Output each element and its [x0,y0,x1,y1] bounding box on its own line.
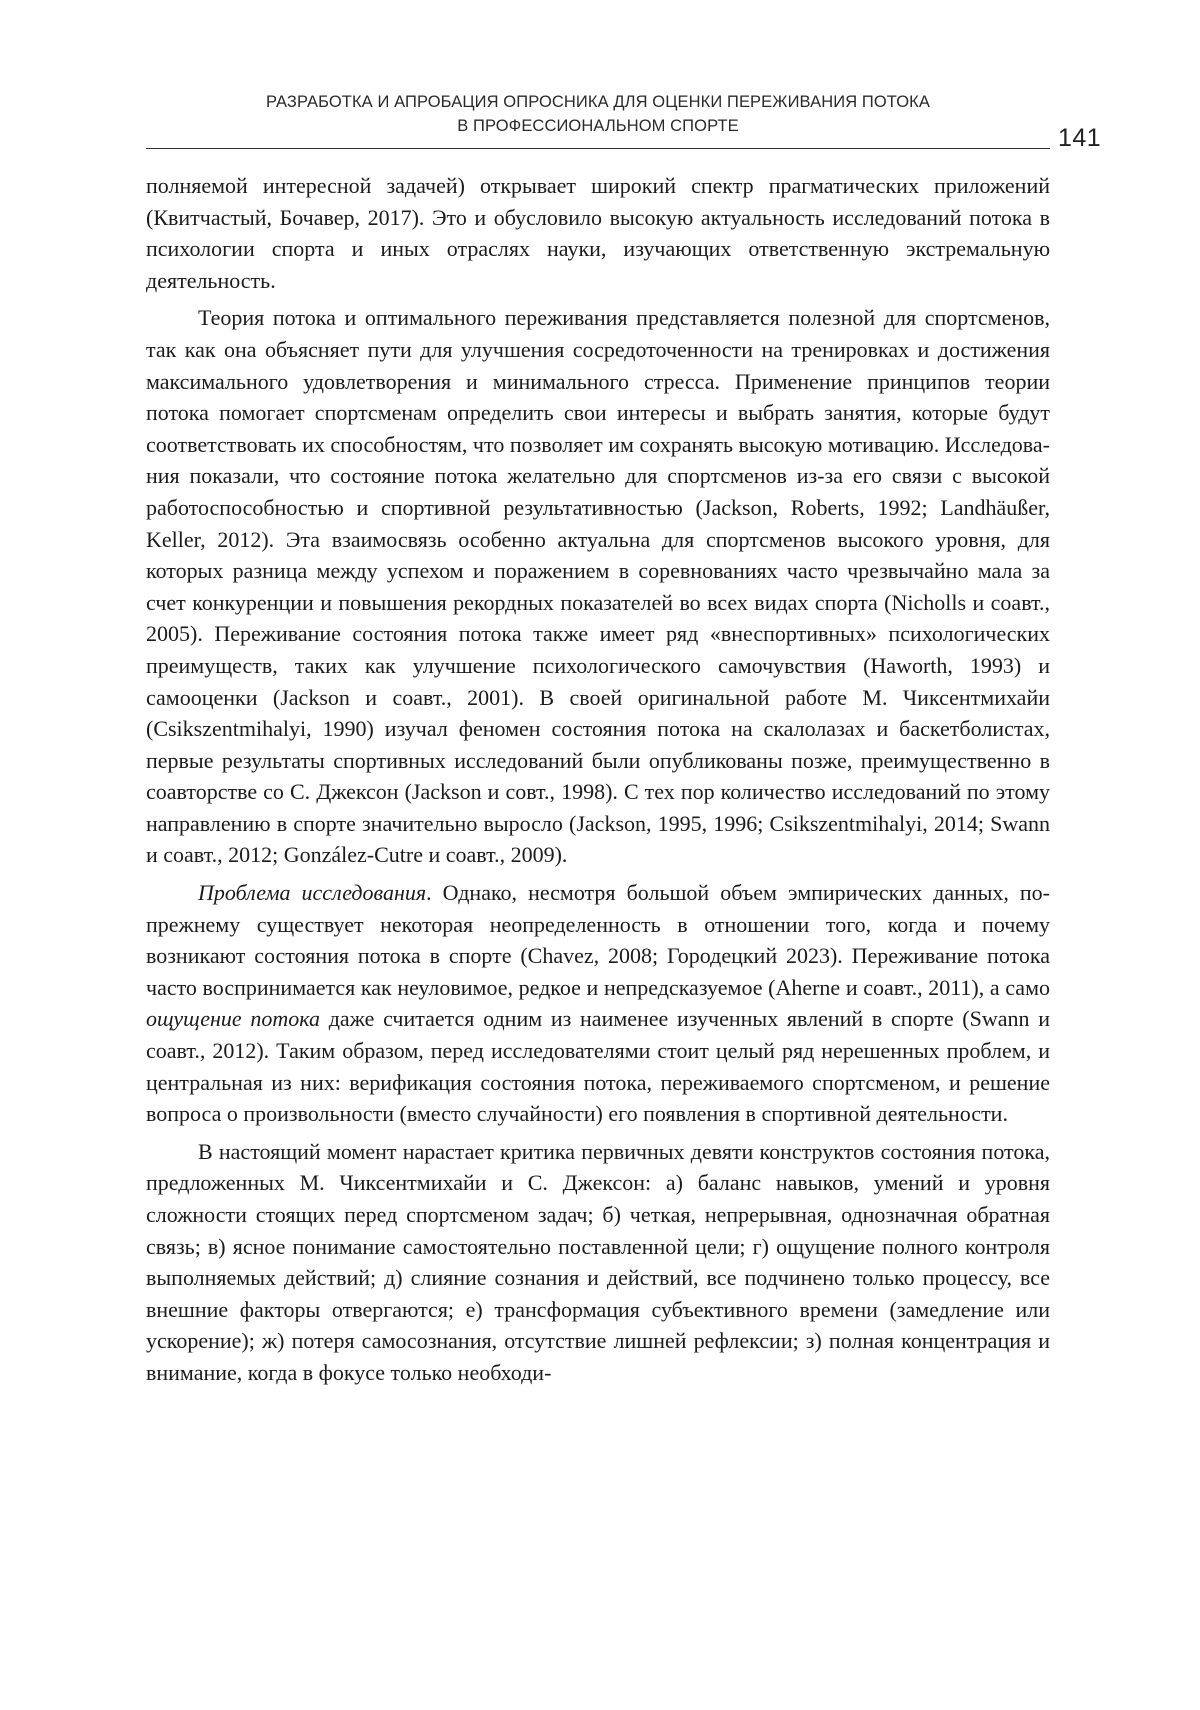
paragraph-1: полняемой интересной задачей) открывает широкий спектр прагматических приложений (Квитчастый, Бочавер, 2017). Это и обусловило высокую актуальность исследований потока в психологии спорта и иных отраслях науки, изучающих ответственную экстремальную деятельность. [146,173,1050,293]
paragraph-4: В настоящий момент нарастает критика первичных девяти конструктов состояния потока, предложенных М. Чиксентмихайи и С. Джексон: а) баланс навыков, умений и уровня сложности стоящих перед спортсменом задач; б) четкая, непрерывная, однозначная обратная связь; в) ясное понимание самостоятельно поставленной цели; г) ощущение полного контроля выполняемых действий; д) слияние сознания и действий, все подчинено только процессу, все внешние факторы отвергаются; е) трансформация субъективного времени (замедление или ускорение); ж) потеря самосознания, отсутствие лишней рефлексии; з) полная концентрация и внимание, когда в фокусе только необходи- [146,1138,1050,1385]
italic-term-flow-feeling: ощущение потока [146,1006,321,1032]
page-number: 141 [1058,124,1102,152]
running-header-line-1: РАЗРАБОТКА И АПРОБАЦИЯ ОПРОСНИКА ДЛЯ ОЦЕНКИ ПЕРЕЖИВАНИЯ ПОТОКА [266,93,930,111]
paragraph-3-text-b: даже считается одним из наименее изученных явлений в спорте (Swann и соавт., 2012). Таким образом, перед исследователями стоит целый ряд нерешенных проблем, и центральная из них: верификация состояния потока, переживаемого спортсменом, и решение вопроса о произвольности (вместо случайности) его появления в спортивной деятельности. [146,1006,1051,1127]
paragraph-2: Теория потока и оптимального переживания представляется полезной для спортсменов, так как она объясняет пути для улучшения сосредоточенности на тренировках и достижения максимального удовлетворения и минимального стресса. Применение принципов теории потока помогает спортсменам определить свои интересы и выбрать занятия, которые будут соответствовать их способностям, что позволяет им сохранять высокую мотивацию. Исследования показали, что состояние потока желательно для спортсменов из-за его связи с высокой работоспособностью и спортивной результативностью (Jackson, Roberts, 1992; Landhäußer, Keller, 2012). Эта взаимосвязь особенно актуальна для спортсменов высокого уровня, для которых разница между успехом и поражением в соревнованиях часто чрезвычайно мала за счет конкуренции и повышения рекордных показателей во всех видах спорта (Nicholls и соавт., 2005). Переживание состояния потока также имеет ряд «внеспортивных» психологических преимуществ, таких как улучшение психологического самочувствия (Haworth, 1993) и самооценки (Jackson и соавт., 2001). В своей оригинальной работе М. Чиксентмихайи (Csikszentmihalyi, 1990) изучал феномен состояния потока на скалолазах и баскетболистах, первые результаты спортивных исследований были опубликованы позже, преимущественно в соавторстве со С. Джексон (Jackson и совт., 1998). С тех пор количество исследований по этому направлению в спорте значительно выросло (Jackson, 1995, 1996; Csikszentmihalyi, 2014; Swann и соавт., 2012; González-Cutre и соавт., 2009). [146,305,1050,868]
italic-term-problem: Проблема исследования [198,880,427,906]
running-header [146,90,1050,138]
paragraph-3-text-a: . Однако, несмотря большой объем эмпирических данных, по-прежнему существует некоторая неопределенность в отношении того, когда и почему возникают состояния потока в спорте (Chavez, 2008; Городецкий 2023). Переживание потока часто воспринимается как неуловимое, редкое и непредсказуемое (Aherne и соавт., 2011), а само [146,880,1051,1000]
paragraph-3 [146,877,1050,1130]
header-rule [146,148,1050,149]
running-header-line-2: В ПРОФЕССИОНАЛЬНОМ СПОРТЕ [457,117,739,135]
body-text [146,170,1050,1389]
